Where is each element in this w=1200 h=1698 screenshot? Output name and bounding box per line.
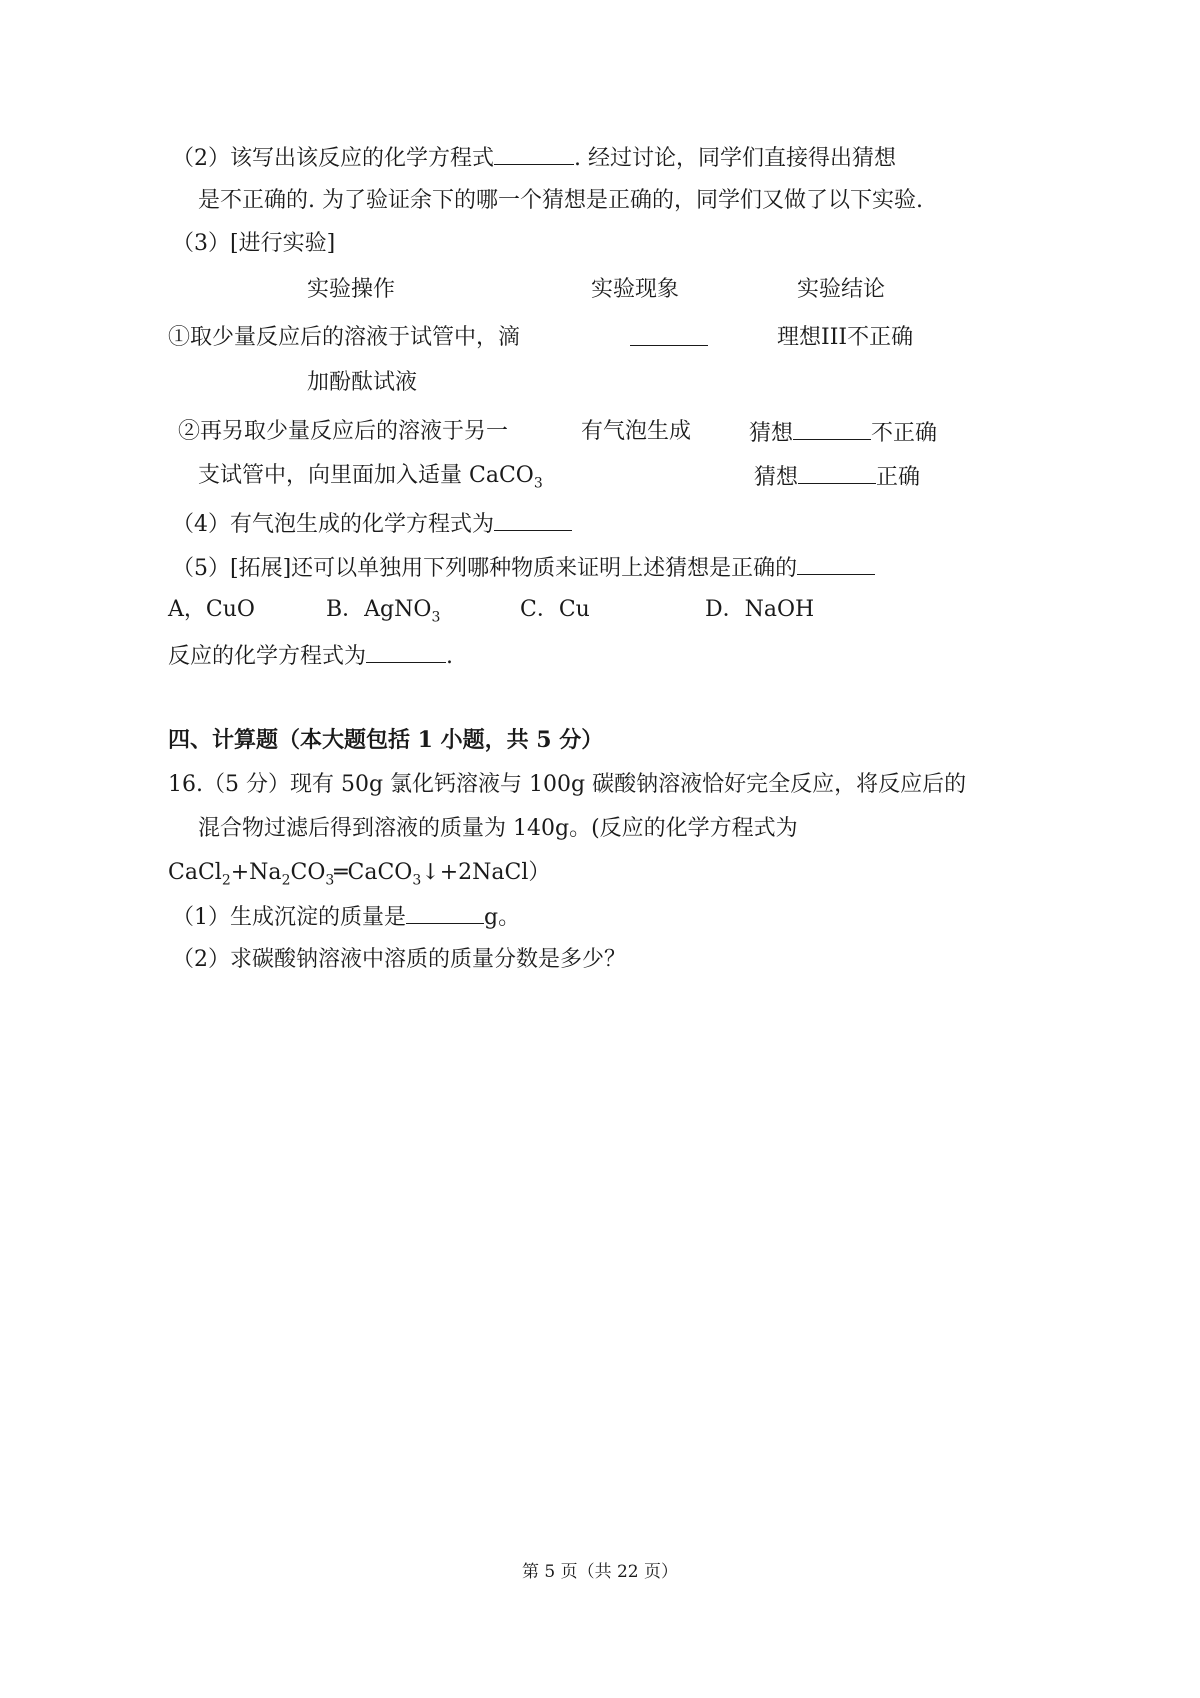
q16-sub2: （2）求碳酸钠溶液中溶质的质量分数是多少？ xyxy=(172,947,626,972)
eq-part: CO xyxy=(290,860,326,885)
eq-part: +Na xyxy=(230,860,282,885)
conclusion-text: 正确 xyxy=(876,465,921,490)
q5-line xyxy=(172,552,875,584)
table-header-operation: 实验操作 xyxy=(307,277,396,302)
row2-conclusion-2 xyxy=(754,461,920,493)
q3-label: （3）[进行实验] xyxy=(172,231,336,256)
answer-blank[interactable] xyxy=(366,640,446,663)
subscript: 3 xyxy=(533,475,543,492)
answer-blank[interactable] xyxy=(793,417,871,440)
q2-text-a: （2）该写出该反应的化学方程式 xyxy=(172,146,494,171)
row1-operation-a: ①取少量反应后的溶液于试管中，滴 xyxy=(168,325,521,350)
option-a: A，CuO xyxy=(168,597,255,622)
subscript: 3 xyxy=(412,872,422,889)
q4-line xyxy=(172,508,572,540)
row2-operation-b xyxy=(198,461,543,491)
q16-line2: 混合物过滤后得到溶液的质量为 140g。(反应的化学方程式为 xyxy=(198,816,798,841)
subscript: 2 xyxy=(281,872,291,889)
row2-phenomenon: 有气泡生成 xyxy=(581,419,692,444)
subscript: 2 xyxy=(221,872,231,889)
row1-operation-b: 加酚酞试液 xyxy=(307,370,418,395)
sub1-unit: g。 xyxy=(484,905,521,930)
row2-operation-a: ②再另取少量反应后的溶液于另一 xyxy=(178,419,509,444)
eq-part: CaCl xyxy=(168,860,222,885)
subscript: 3 xyxy=(431,609,441,626)
equation-prompt: 反应的化学方程式为 xyxy=(168,644,367,669)
subscript: 3 xyxy=(325,872,335,889)
answer-blank[interactable] xyxy=(797,552,875,575)
q4-text: （4）有气泡生成的化学方程式为 xyxy=(172,512,494,537)
option-c: C．Cu xyxy=(520,597,590,622)
option-b-text: B．AgNO xyxy=(326,597,432,622)
option-b xyxy=(326,595,440,625)
row1-conclusion: 理想III不正确 xyxy=(777,325,914,350)
q16-sub1 xyxy=(172,901,520,933)
q16-line1: 16.（5 分）现有 50g 氯化钙溶液与 100g 碳酸钠溶液恰好完全反应，将反应后的 xyxy=(168,772,967,797)
table-header-phenomenon: 实验现象 xyxy=(591,277,680,302)
answer-blank[interactable] xyxy=(494,508,572,531)
sub1-text: （1）生成沉淀的质量是 xyxy=(172,905,406,930)
answer-blank[interactable] xyxy=(406,901,484,924)
section-heading: 四、计算题（本大题包括 1 小题，共 5 分） xyxy=(168,727,604,753)
q2-line1 xyxy=(172,142,896,174)
answer-blank[interactable] xyxy=(494,142,574,165)
row2-conclusion-1 xyxy=(749,417,937,449)
eq-part: ↓+2NaCl） xyxy=(421,860,551,885)
eq-part: ═CaCO xyxy=(334,860,413,885)
q2-line2: 是不正确的. 为了验证余下的哪一个猜想是正确的，同学们又做了以下实验. xyxy=(198,188,923,213)
table-header-conclusion: 实验结论 xyxy=(797,277,886,302)
conclusion-text: 不正确 xyxy=(871,421,938,446)
conclusion-text: 猜想 xyxy=(754,465,799,490)
answer-blank[interactable] xyxy=(630,323,708,346)
period: . xyxy=(446,644,454,669)
answer-blank[interactable] xyxy=(798,461,876,484)
q16-equation xyxy=(168,858,550,888)
row1-phenomenon-blank[interactable] xyxy=(630,323,708,355)
page-number: 第 5 页（共 22 页） xyxy=(521,1562,679,1582)
q5-equation-line xyxy=(168,640,453,672)
option-d: D．NaOH xyxy=(705,597,815,622)
conclusion-text: 猜想 xyxy=(749,421,794,446)
operation-text: 支试管中，向里面加入适量 CaCO xyxy=(198,463,534,488)
q5-text: （5）[拓展]还可以单独用下列哪种物质来证明上述猜想是正确的 xyxy=(172,556,798,581)
q2-text-b: . 经过讨论，同学们直接得出猜想 xyxy=(574,146,896,171)
